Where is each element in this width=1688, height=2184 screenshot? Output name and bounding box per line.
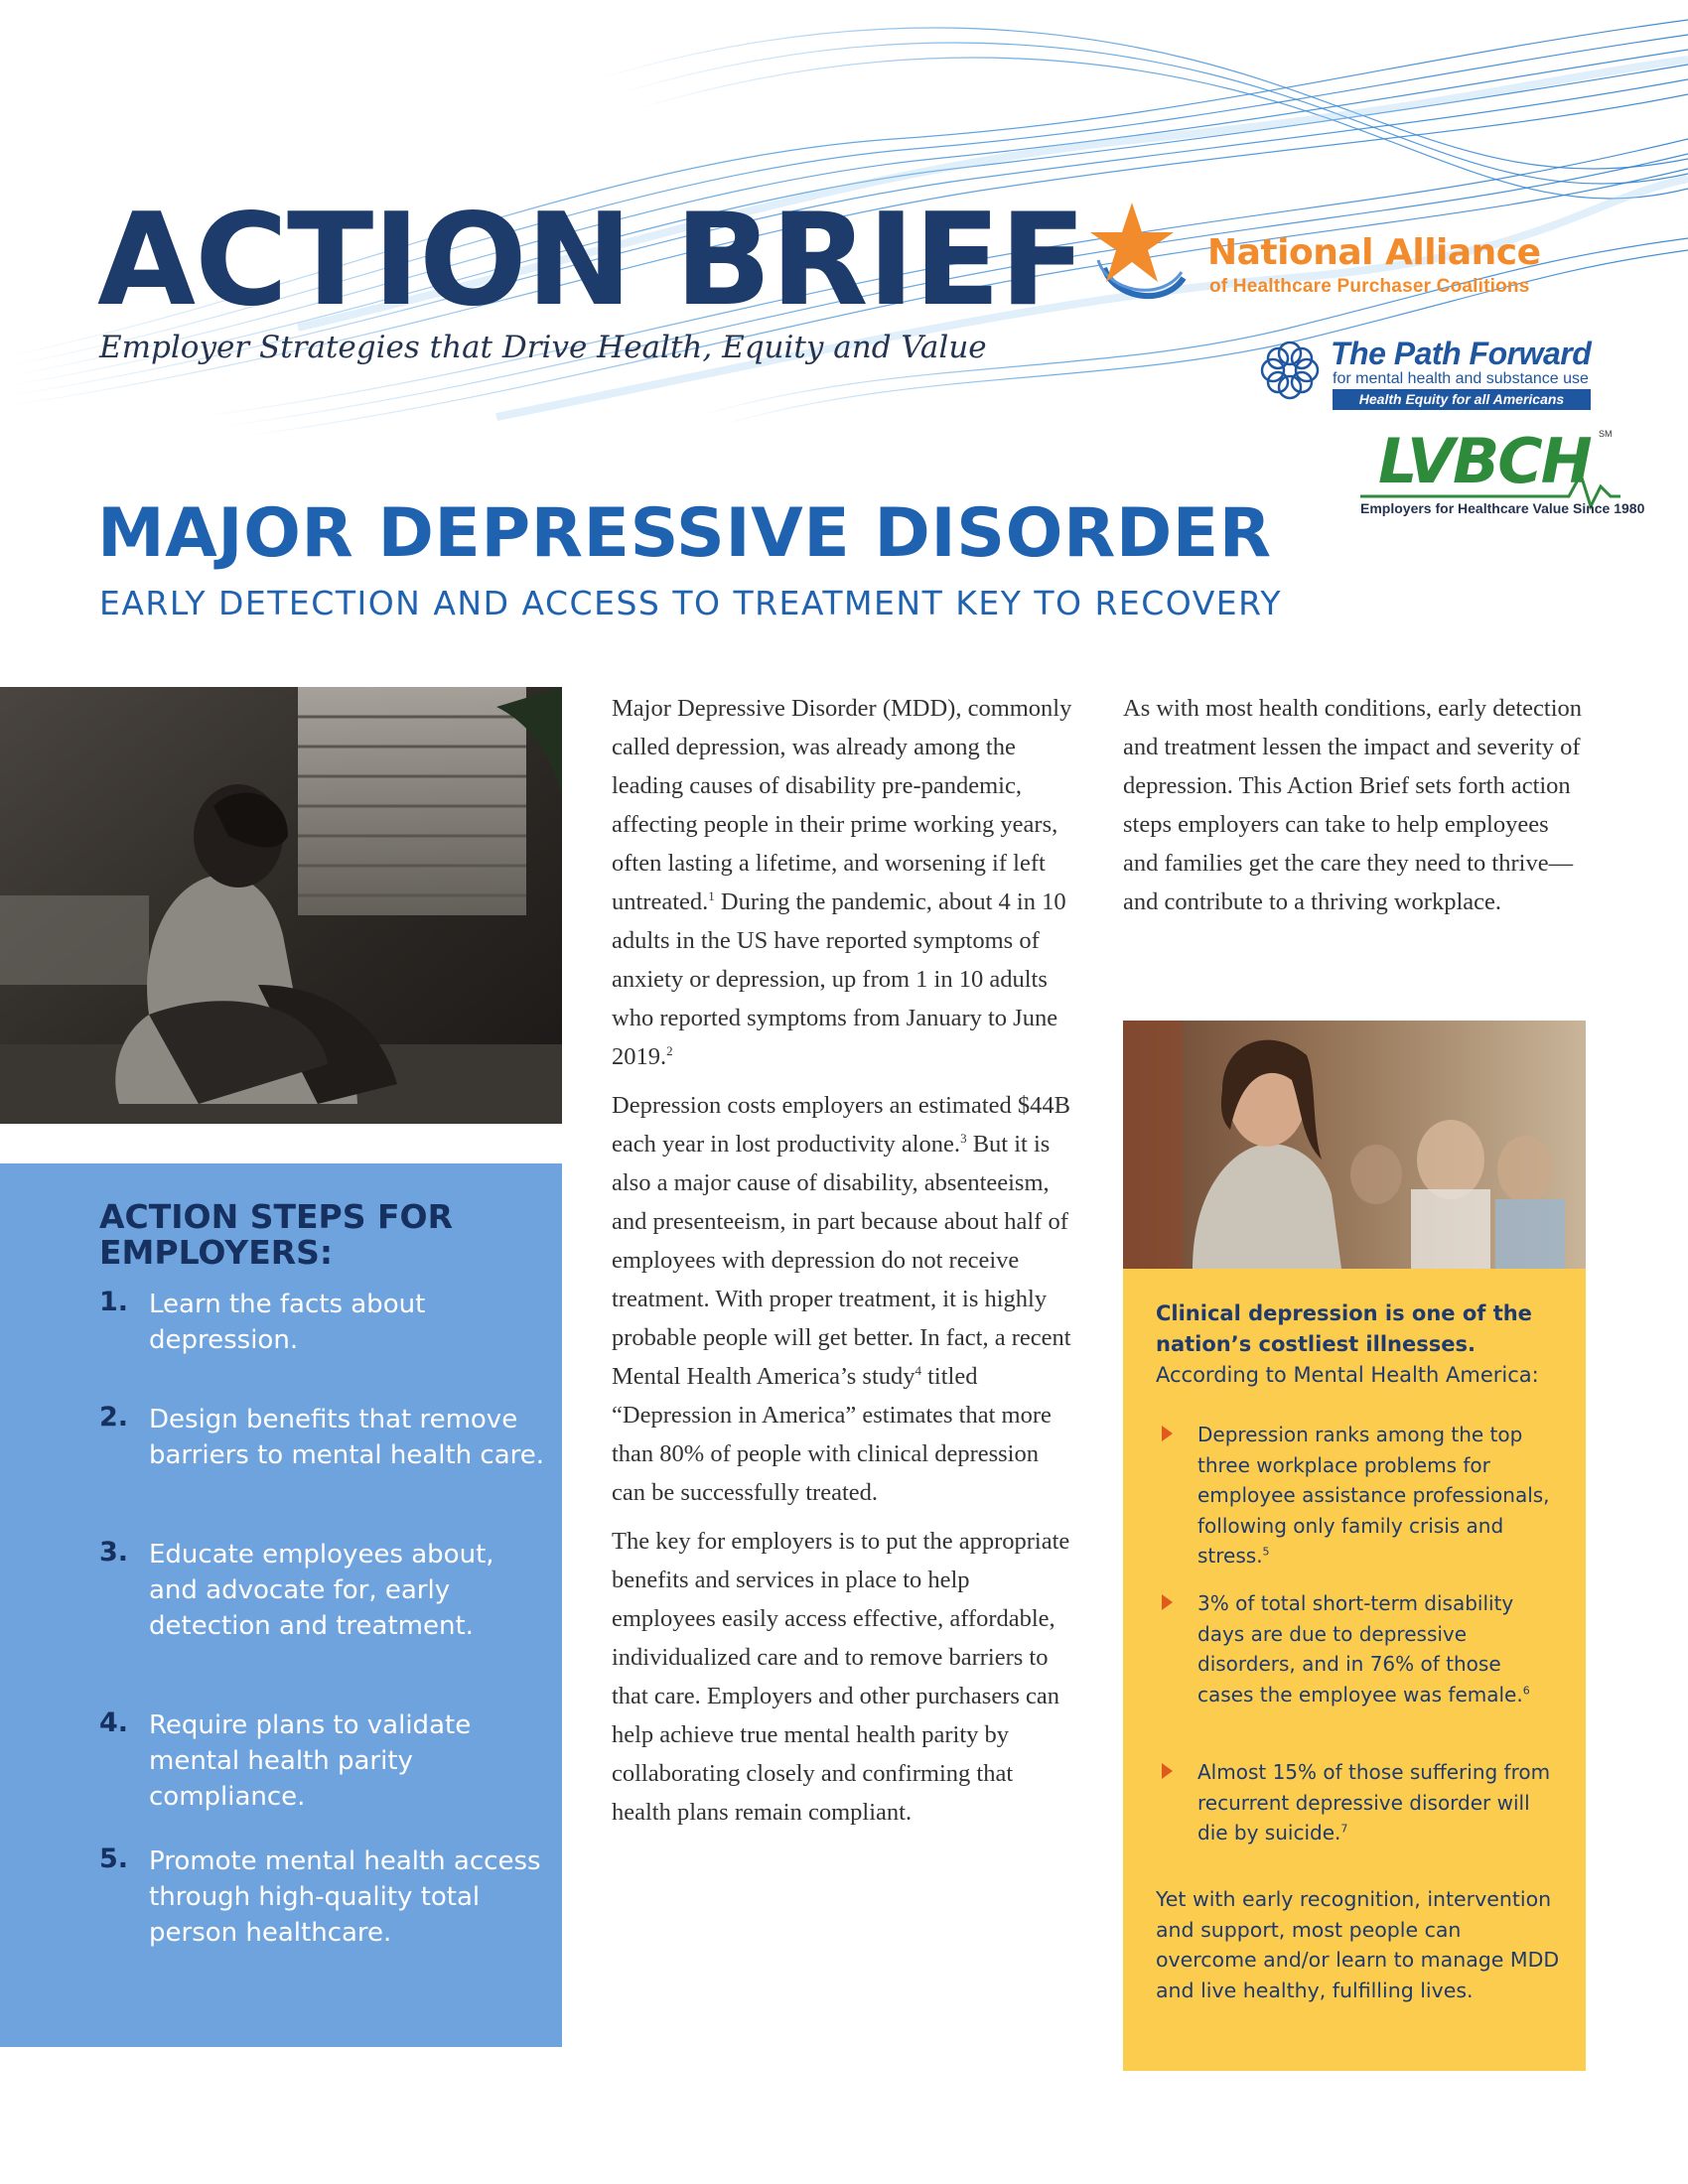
brief-tagline: Employer Strategies that Drive Health, Equity and Value — [99, 330, 987, 365]
step-text: Educate employees about, and advocate for, early detection and treatment. — [149, 1540, 494, 1641]
path-forward-logo — [1259, 336, 1597, 413]
step-number: 1. — [99, 1287, 129, 1317]
callout-lead: Clinical depression is one of the nation’s costliest illnesses. According to Mental Health America: — [1156, 1301, 1539, 1387]
path-forward-name: The Path Forward — [1331, 336, 1592, 371]
main-heading: MAJOR DEPRESSIVE DISORDER — [97, 494, 1272, 573]
photo-woman-sitting — [0, 687, 562, 1124]
action-steps-title: ACTION STEPS FOR EMPLOYERS: — [99, 1197, 453, 1272]
national-alliance-logo — [1084, 199, 1601, 313]
main-subheading: EARLY DETECTION AND ACCESS TO TREATMENT KEY TO RECOVERY — [99, 584, 1283, 622]
step-number: 4. — [99, 1707, 129, 1738]
callout-closing: Yet with early recognition, intervention and support, most people can overcome and/or learn to manage MDD and live healthy, fulfilling lives. — [1156, 1887, 1560, 2002]
brief-title: ACTION BRIEF — [97, 187, 1086, 335]
step-number: 5. — [99, 1843, 129, 1874]
path-forward-bar: Health Equity for all Americans — [1333, 389, 1591, 410]
step-text: Promote mental health access through high-quality total person healthcare. — [149, 1846, 541, 1948]
step-number: 3. — [99, 1537, 129, 1568]
triangle-bullet-icon — [1162, 1426, 1173, 1441]
body-column-middle — [612, 689, 1078, 1842]
body-column-right — [1123, 689, 1590, 931]
star-logo-icon — [1084, 199, 1194, 313]
body-paragraph-1: Major Depressive Disorder (MDD), commonly called depression, was already among the leading causes of disability pre-pandemic, affecting people in their prime working years, often lasting a lifetime, and worsening if left untreated.$^1$ During the pandemic, about 4 in 10 adults in the US have reported symptoms of anxiety or depression, up from 1 in 10 adults who reported symptoms from January to June 2019.$^2$ — [612, 695, 1072, 1070]
step-text: Design benefits that remove barriers to mental health care. — [149, 1405, 545, 1470]
lvbch-logo — [1360, 425, 1658, 520]
triangle-bullet-icon — [1162, 1594, 1173, 1610]
body-paragraph-3: The key for employers is to put the appropriate benefits and services in place to help employees easily access effective, affordable, individualized care and to remove barriers to that care. Employers and other purchasers can help achieve true mental health parity by collaborating closely and confirming that health plans remain compliant. — [612, 1528, 1070, 1826]
service-mark: SM — [1599, 429, 1613, 439]
body-paragraph-4: As with most health conditions, early detection and treatment lessen the impact and severity of depression. This Action Brief sets forth action steps employers can take to help employees and families get the care they need to thrive—and contribute to a thriving workplace. — [1123, 695, 1583, 915]
national-alliance-subtitle: of Healthcare Purchaser Coalitions — [1209, 276, 1530, 297]
path-forward-subtitle: for mental health and substance use — [1333, 370, 1589, 387]
lvbch-tagline: Employers for Healthcare Value Since 1980 — [1360, 500, 1645, 516]
step-text: Learn the facts about depression. — [149, 1290, 426, 1355]
triangle-bullet-icon — [1162, 1763, 1173, 1779]
body-paragraph-2: Depression costs employers an estimated $44B each year in lost productivity alone.$^3$ But it is also a major cause of disability, absenteeism, and presenteeism, in part because about half of employees with depression do not receive treatment. With proper treatment, it is highly probable people will get better. In fact, a recent Mental Health America’s study$^4$ titled “Depression in America” estimates that more than 80% of people with clinical depression can be successfully treated. — [612, 1092, 1071, 1506]
photo-woman-in-cafe — [1123, 1021, 1586, 1269]
step-text: Require plans to validate mental health parity compliance. — [149, 1710, 472, 1812]
flower-logo-icon — [1259, 340, 1321, 401]
step-number: 2. — [99, 1402, 129, 1433]
lvbch-name: LVBCH — [1378, 425, 1591, 497]
national-alliance-name: National Alliance — [1207, 232, 1541, 273]
